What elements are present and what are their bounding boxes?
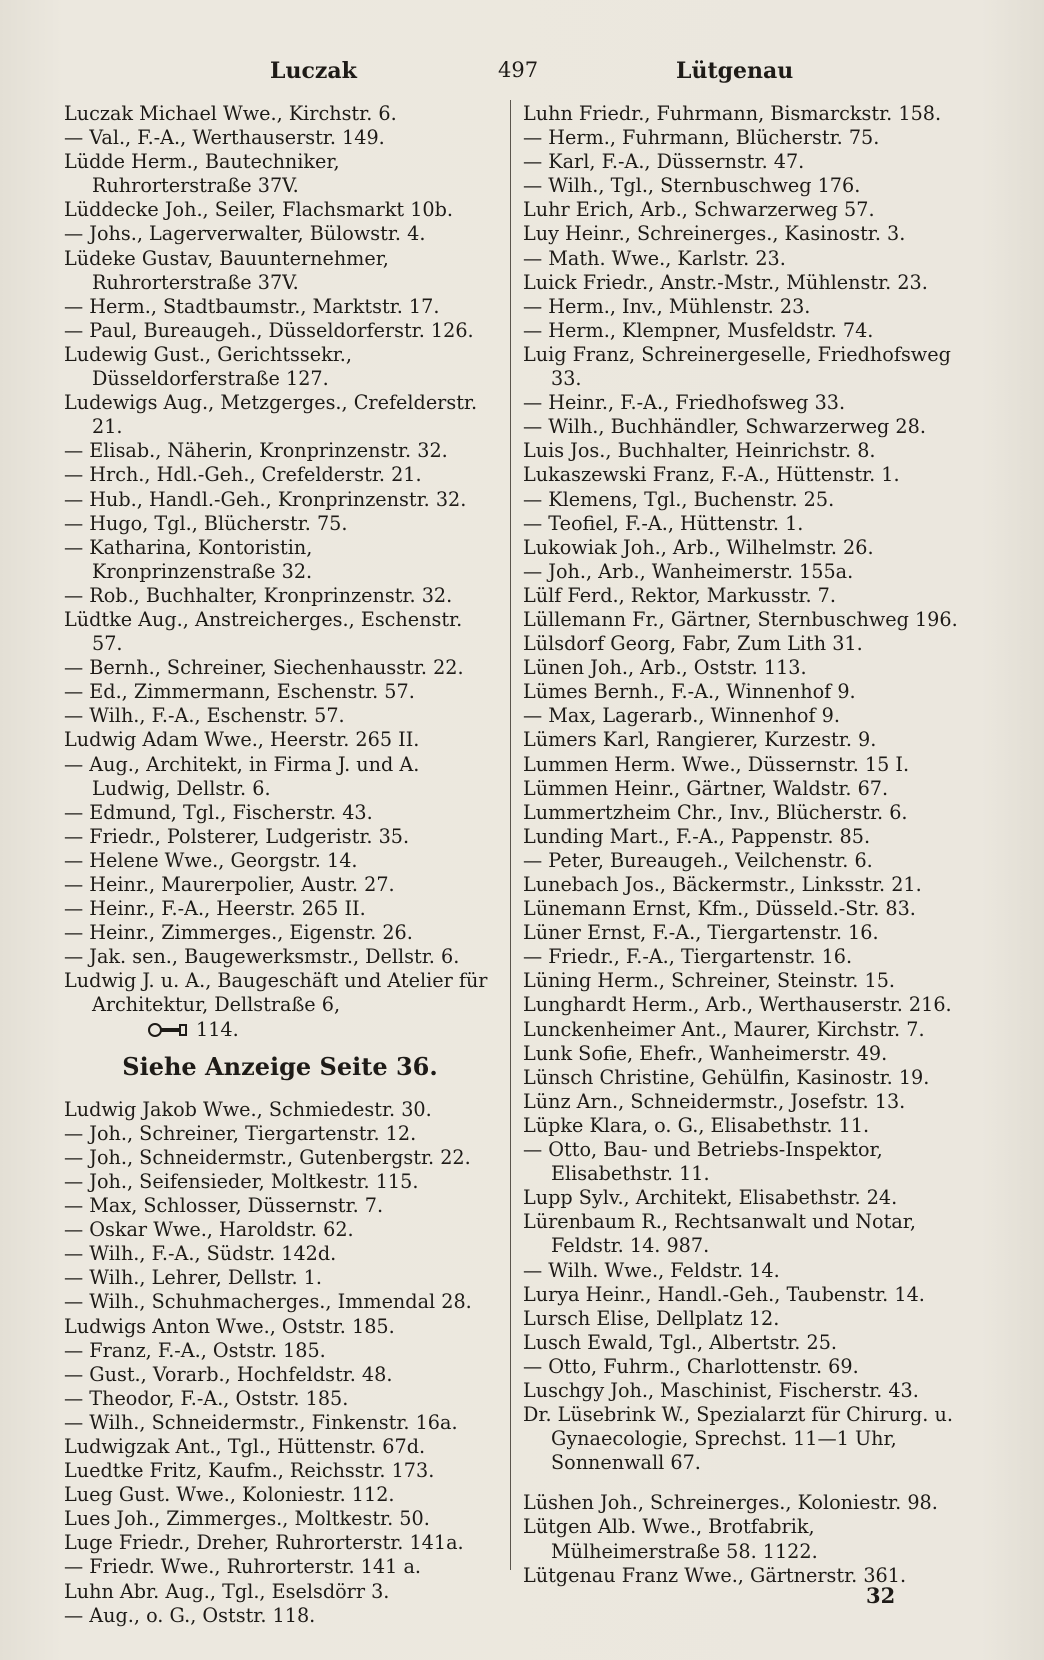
directory-entry: — Paul, Bureaugeh., Düsseldorferstr. 126. <box>64 318 474 342</box>
directory-entry: Lüdeke Gustav, Bauunternehmer, Ruhrorterstraße 37V. <box>64 246 389 294</box>
directory-entry: — Val., F.-A., Werthauserstr. 149. <box>64 126 385 150</box>
directory-entry: — Friedr., F.-A., Tiergartenstr. 16. <box>523 945 853 969</box>
directory-entry: Lukaszewski Franz, F.-A., Hüttenstr. 1. <box>523 463 900 487</box>
directory-entry: Luhr Erich, Arb., Schwarzerweg 57. <box>523 198 875 222</box>
left-entries <box>64 102 496 1018</box>
directory-entry: Luge Friedr., Dreher, Ruhrorterstr. 141a. <box>64 1531 464 1555</box>
directory-entry: — Herm., Fuhrmann, Blücherstr. 75. <box>523 126 880 150</box>
spacer <box>523 1475 968 1491</box>
directory-entry: Lüning Herm., Schreiner, Steinstr. 15. <box>523 969 896 993</box>
directory-entry: — Wilh., F.-A., Südstr. 142d. <box>64 1242 337 1266</box>
right-entries <box>523 102 968 1475</box>
directory-entry: Luy Heinr., Schreinerges., Kasinostr. 3. <box>523 222 906 246</box>
directory-entry: — Katharina, Kontoristin, Kronprinzenstraße 32. <box>64 535 313 583</box>
directory-entry: Lunk Sofie, Ehefr., Wanheimerstr. 49. <box>523 1041 888 1065</box>
directory-entry: — Klemens, Tgl., Buchenstr. 25. <box>523 487 835 511</box>
right-column <box>523 102 968 1588</box>
directory-entry: — Hugo, Tgl., Blücherstr. 75. <box>64 511 348 535</box>
directory-entry: Ludewig Gust., Gerichtssekr., Düsseldorferstraße 127. <box>64 342 352 391</box>
directory-entry: Ludwigs Anton Wwe., Oststr. 185. <box>64 1314 395 1338</box>
directory-entry: — Jak. sen., Baugewerksmstr., Dellstr. 6. <box>64 945 460 969</box>
directory-entry: Lüdde Herm., Bautechniker, Ruhrorterstraße 37V. <box>64 150 340 198</box>
directory-entry: — Wilh., Schuhmacherges., Immendal 28. <box>64 1290 472 1314</box>
directory-entry: — Rob., Buchhalter, Kronprinzenstr. 32. <box>64 583 453 607</box>
directory-entry: — Wilh., Schneidermstr., Finkenstr. 16a. <box>64 1410 458 1434</box>
directory-entry: — Ed., Zimmermann, Eschenstr. 57. <box>64 680 415 704</box>
directory-entry: Lürenbaum R., Rechtsanwalt und Notar, Feldstr. 14. 987. <box>523 1210 916 1258</box>
directory-entry: — Aug., o. G., Oststr. 118. <box>64 1603 316 1627</box>
directory-entry: Lurya Heinr., Handl.-Geh., Taubenstr. 14. <box>523 1282 925 1306</box>
directory-entry: — Otto, Bau- und Betriebs-Inspektor, Elisabethstr. 11. <box>523 1138 883 1186</box>
directory-entry: Lueg Gust. Wwe., Koloniestr. 112. <box>64 1483 395 1507</box>
directory-entry: — Teofiel, F.-A., Hüttenstr. 1. <box>523 511 804 535</box>
directory-entry: — Bernh., Schreiner, Siechenhausstr. 22. <box>64 656 464 680</box>
directory-entry: Lünz Arn., Schneidermstr., Josefstr. 13. <box>523 1089 906 1113</box>
directory-entry: Luedtke Fritz, Kaufm., Reichsstr. 173. <box>64 1459 435 1483</box>
directory-entry: — Math. Wwe., Karlstr. 23. <box>523 246 786 270</box>
ad-reference: Siehe Anzeige Seite 36. <box>122 1051 438 1081</box>
directory-entry: Lünemann Ernst, Kfm., Düsseld.-Str. 83. <box>523 897 916 921</box>
directory-entry: — Hub., Handl.-Geh., Kronprinzenstr. 32. <box>64 487 467 511</box>
left-entries-2 <box>64 1098 496 1628</box>
directory-entry: — Wilh., Lehrer, Dellstr. 1. <box>64 1266 322 1290</box>
directory-entry: Luick Friedr., Anstr.-Mstr., Mühlenstr. 23. <box>523 270 928 294</box>
directory-entry: Lütgenau Franz Wwe., Gärtnerstr. 361. <box>523 1563 907 1587</box>
directory-entry: Lümmen Heinr., Gärtner, Waldstr. 67. <box>523 776 889 800</box>
directory-entry: — Karl, F.-A., Düssernstr. 47. <box>523 150 805 174</box>
phone-number: 114. <box>196 1017 239 1041</box>
page-number-bottom: 32 <box>866 1583 896 1608</box>
directory-entry: Lunding Mart., F.-A., Pappenstr. 85. <box>523 824 871 848</box>
directory-entry: Lüdtke Aug., Anstreicherges., Eschenstr. 57. <box>64 607 463 656</box>
directory-entry: — Peter, Bureaugeh., Veilchenstr. 6. <box>523 848 873 872</box>
directory-entry: — Herm., Klempner, Musfeldstr. 74. <box>523 318 874 342</box>
directory-entry: Luig Franz, Schreinergeselle, Friedhofsweg 33. <box>523 342 951 391</box>
directory-entry: — Heinr., Maurerpolier, Austr. 27. <box>64 873 395 896</box>
directory-entry: Luis Jos., Buchhalter, Heinrichstr. 8. <box>523 439 876 463</box>
directory-entry: — Otto, Fuhrm., Charlottenstr. 69. <box>523 1354 859 1378</box>
directory-entry: — Aug., Architekt, in Firma J. und A. Ludwig, Dellstr. 6. <box>64 752 420 800</box>
directory-entry: Lunghardt Herm., Arb., Werthauserstr. 216. <box>523 993 952 1017</box>
directory-entry: — Wilh., F.-A., Eschenstr. 57. <box>64 704 345 728</box>
directory-entry: — Wilh., Buchhändler, Schwarzerweg 28. <box>523 415 926 439</box>
directory-entry: Lüshen Joh., Schreinerges., Koloniestr. 98. <box>523 1491 938 1515</box>
directory-entry: — Herm., Stadtbaumstr., Marktstr. 17. <box>64 294 440 318</box>
directory-entry: — Joh., Seifensieder, Moltkestr. 115. <box>64 1169 419 1193</box>
running-head-left: Luczak <box>270 58 357 84</box>
directory-entry: Lümers Karl, Rangierer, Kurzestr. 9. <box>523 728 877 752</box>
directory-entry: — Wilh. Wwe., Feldstr. 14. <box>523 1258 780 1282</box>
column-divider <box>510 100 511 1570</box>
directory-entry: Lunckenheimer Ant., Maurer, Kirchstr. 7. <box>523 1017 925 1041</box>
directory-entry: Dr. Lüsebrink W., Spezialarzt für Chirurg. u. Gynaecologie, Sprechst. 11—1 Uhr, Sonnenwall 67. <box>523 1403 953 1475</box>
directory-entry: Luhn Friedr., Fuhrmann, Bismarckstr. 158. <box>523 102 942 125</box>
directory-entry: — Heinr., F.-A., Heerstr. 265 II. <box>64 897 366 921</box>
directory-entry: Lummertzheim Chr., Inv., Blücherstr. 6. <box>523 800 908 824</box>
directory-entry: Lukowiak Joh., Arb., Wilhelmstr. 26. <box>523 535 874 559</box>
right-entries-2 <box>523 1491 968 1587</box>
directory-entry: Lünsch Christine, Gehülfin, Kasinostr. 19. <box>523 1065 930 1089</box>
directory-entry: Lüpke Klara, o. G., Elisabethstr. 11. <box>523 1113 870 1137</box>
directory-entry: Ludwig J. u. A., Baugeschäft und Atelier für Architektur, Dellstraße 6, <box>64 969 488 1017</box>
directory-entry: — Helene Wwe., Georgstr. 14. <box>64 848 358 872</box>
directory-entry: — Herm., Inv., Mühlenstr. 23. <box>523 294 811 318</box>
directory-entry: — Theodor, F.-A., Oststr. 185. <box>64 1386 349 1410</box>
directory-entry: — Hrch., Hdl.-Geh., Crefelderstr. 21. <box>64 463 422 487</box>
directory-entry: — Max, Schlosser, Düssernstr. 7. <box>64 1194 384 1218</box>
directory-entry: — Franz, F.-A., Oststr. 185. <box>64 1338 326 1362</box>
directory-entry: — Heinr., Zimmerges., Eigenstr. 26. <box>64 921 413 945</box>
directory-entry: — Elisab., Näherin, Kronprinzenstr. 32. <box>64 439 448 463</box>
directory-entry: Lüddecke Joh., Seiler, Flachsmarkt 10b. <box>64 198 454 222</box>
directory-entry: — Joh., Arb., Wanheimerstr. 155a. <box>523 559 854 583</box>
directory-entry: Lüner Ernst, F.-A., Tiergartenstr. 16. <box>523 921 879 945</box>
directory-entry: Lütgen Alb. Wwe., Brotfabrik, Mülheimerstraße 58. 1122. <box>523 1515 818 1563</box>
directory-entry: — Joh., Schreiner, Tiergartenstr. 12. <box>64 1121 417 1145</box>
directory-entry: Lülsdorf Georg, Fabr, Zum Lith 31. <box>523 632 863 656</box>
directory-entry: Ludwig Adam Wwe., Heerstr. 265 II. <box>64 728 420 752</box>
directory-entry: — Joh., Schneidermstr., Gutenbergstr. 22. <box>64 1145 471 1169</box>
directory-entry: Luschgy Joh., Maschinist, Fischerstr. 43. <box>523 1378 919 1402</box>
directory-entry: — Friedr., Polsterer, Ludgeristr. 35. <box>64 824 410 848</box>
directory-entry: Lusch Ewald, Tgl., Albertstr. 25. <box>523 1330 837 1354</box>
directory-entry: — Edmund, Tgl., Fischerstr. 43. <box>64 800 373 824</box>
running-head-right: Lütgenau <box>676 58 794 84</box>
directory-entry: Lupp Sylv., Architekt, Elisabethstr. 24. <box>523 1186 898 1210</box>
directory-entry: Luhn Abr. Aug., Tgl., Eselsdörr 3. <box>64 1579 390 1603</box>
directory-entry: Lünen Joh., Arb., Oststr. 113. <box>523 656 807 680</box>
directory-entry: Ludwig Jakob Wwe., Schmiedestr. 30. <box>64 1097 432 1121</box>
directory-entry: — Friedr. Wwe., Ruhrorterstr. 141 a. <box>64 1555 421 1579</box>
directory-entry: Luczak Michael Wwe., Kirchstr. 6. <box>64 102 397 125</box>
directory-entry: — Johs., Lagerverwalter, Bülowstr. 4. <box>64 222 426 246</box>
directory-entry: Lummen Herm. Wwe., Düssernstr. 15 I. <box>523 752 910 776</box>
directory-entry: — Max, Lagerarb., Winnenhof 9. <box>523 704 840 728</box>
directory-entry: Lunebach Jos., Bäckermstr., Linksstr. 21. <box>523 873 922 896</box>
directory-entry: — Heinr., F.-A., Friedhofsweg 33. <box>523 391 846 415</box>
directory-entry: Lümes Bernh., F.-A., Winnenhof 9. <box>523 680 856 704</box>
telephone-icon <box>148 1022 188 1038</box>
directory-entry: Lüllemann Fr., Gärtner, Sternbuschweg 196. <box>523 607 958 631</box>
directory-entry: Ludewigs Aug., Metzgerges., Crefelderstr. 21. <box>64 391 478 439</box>
left-column <box>64 102 496 1628</box>
directory-entry: Ludwigzak Ant., Tgl., Hüttenstr. 67d. <box>64 1434 426 1458</box>
phone-line <box>64 1018 496 1042</box>
directory-entry: — Gust., Vorarb., Hochfeldstr. 48. <box>64 1362 393 1386</box>
directory-entry: Lursch Elise, Dellplatz 12. <box>523 1306 780 1330</box>
directory-entry: — Oskar Wwe., Haroldstr. 62. <box>64 1218 354 1242</box>
directory-entry: Lues Joh., Zimmerges., Moltkestr. 50. <box>64 1507 430 1531</box>
page-number-top: 497 <box>498 58 539 82</box>
directory-entry: Lülf Ferd., Rektor, Markusstr. 7. <box>523 583 836 607</box>
directory-entry: — Wilh., Tgl., Sternbuschweg 176. <box>523 174 861 198</box>
